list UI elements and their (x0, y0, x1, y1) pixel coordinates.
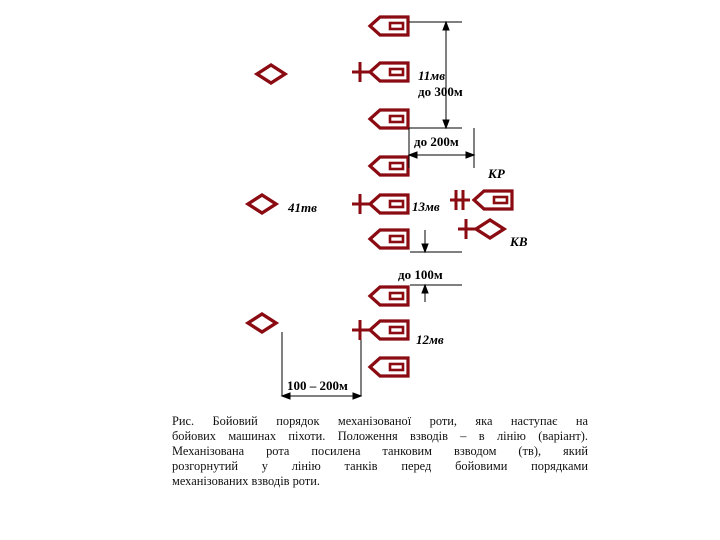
platoon-commander-tank (458, 219, 528, 249)
label-platoon-commander: КВ (510, 234, 528, 249)
label-platoon-12: 12мв (416, 332, 444, 347)
platoon-commander-vehicle (352, 62, 408, 82)
label-distance-100-200: 100 – 200м (287, 378, 348, 393)
caption-line: бойових машинах піхоти. Положення взводів – в лінію (варіант). (172, 429, 588, 443)
company-commander-vehicle (450, 166, 512, 210)
bmp-vehicle-icon (370, 63, 408, 81)
platoon-commander-vehicle (352, 194, 408, 214)
tank-icon (248, 195, 276, 213)
figure-caption (172, 414, 588, 489)
bmp-vehicle-icon (370, 110, 408, 128)
label-tank-platoon: 41тв (288, 200, 317, 215)
bmp-vehicle-icon (370, 195, 408, 213)
caption-line: Механізована рота посилена танковим взводом (тв), який (172, 444, 588, 458)
caption-line: розгорнутий у лінію танків перед бойовими порядками (172, 459, 588, 473)
label-distance-100: до 100м (398, 267, 443, 282)
label-distance-300: до 300м (418, 84, 463, 99)
label-company-commander: КР (488, 166, 505, 181)
tank-platoon-leader (248, 195, 317, 215)
tank-icon (248, 314, 276, 332)
label-distance-200: до 200м (414, 134, 459, 149)
platoon-12-group (352, 287, 444, 376)
caption-line: Рис. Бойовий порядок механізованої роти, яка наступає на (172, 414, 588, 428)
bmp-vehicle-icon (474, 191, 512, 209)
tank-icon (476, 220, 504, 238)
caption-line: механізованих взводів роти. (172, 474, 320, 488)
distance-100-marker (410, 230, 462, 302)
bmp-vehicle-icon (370, 230, 408, 248)
bmp-vehicle-icon (370, 157, 408, 175)
bmp-vehicle-icon (370, 321, 408, 339)
bmp-vehicle-icon (370, 358, 408, 376)
platoon-13-group (352, 157, 440, 248)
label-platoon-13: 13мв (412, 199, 440, 214)
platoon-commander-vehicle (352, 320, 408, 340)
tank-icon (257, 65, 285, 83)
platoon-11-group (352, 17, 445, 128)
bmp-vehicle-icon (370, 287, 408, 305)
label-platoon-11: 11мв (418, 68, 445, 83)
bmp-vehicle-icon (370, 17, 408, 35)
